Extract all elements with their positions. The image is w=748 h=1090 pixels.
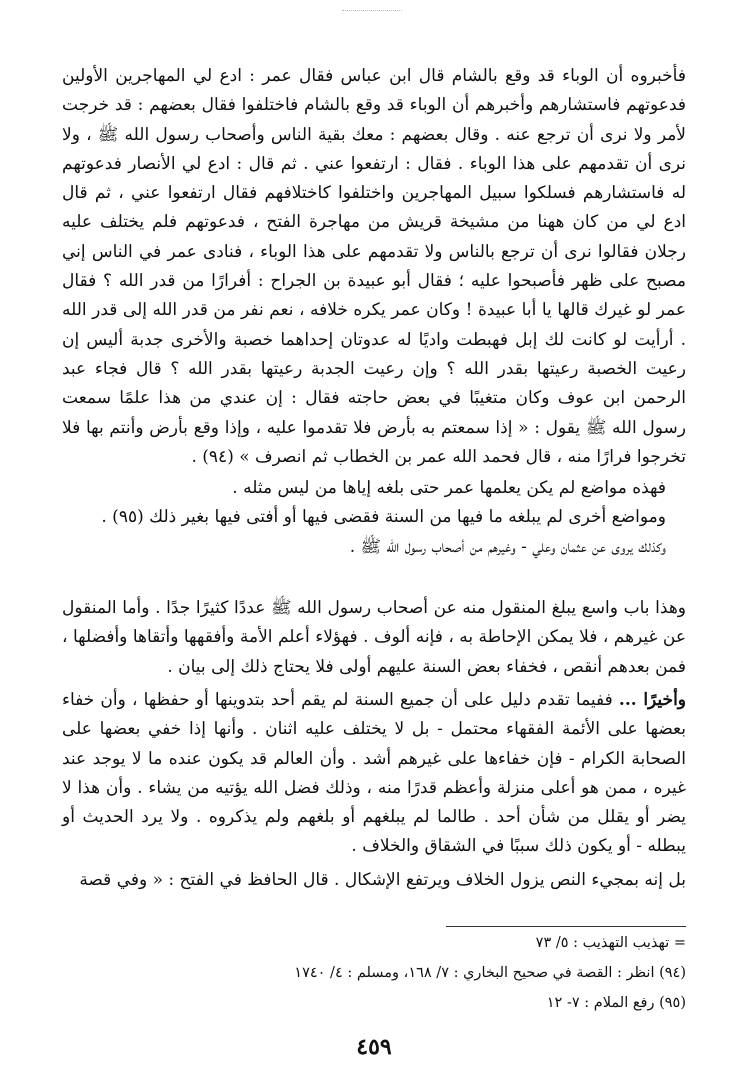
paragraph-4: وكذلك يروى عن عثمان وعلي - وغيرهم من أصحاب رسول الله ﷺ . [349, 536, 666, 557]
main-text-section-4 [62, 866, 686, 895]
scan-mark [342, 10, 402, 13]
footnote-94: (٩٤) انظر : القصة في صحيح البخاري : ٧/ ١٦٨، ومسلم : ٤/ ١٧٤٠ [294, 965, 686, 981]
paragraph-5: وهذا باب واسع يبلغ المنقول منه عن أصحاب رسول الله ﷺ عددًا كثيرًا جدًا . وأما المنقول عن غيرهم ، فلا يمكن الإحاطة به ، فإنه ألوف . فهؤلاء أعلم الأمة وأفقهها وأتقاها وأفضلها ، فمن بعدهم أنقص ، فخفاء بعض السنة عليهم أولى فلا يحتاج ذلك إلى بيان . [62, 598, 686, 677]
paragraph-6 [62, 686, 686, 862]
paragraph-6-lead: وأخيرًا ... [618, 690, 687, 710]
paragraph-1: فأخبروه أن الوباء قد وقع بالشام قال ابن عباس فقال عمر : ادع لي المهاجرين الأولين فدعوتهم فاستشارهم وأخبرهم أن الوباء قد وقع بالشام فاختلفوا فقال بعضهم : قد خرجت لأمر ولا نرى أن ترجع عنه . وقال بعضهم : معك بقية الناس وأصحاب رسول الله ﷺ ، ولا نرى أن تقدمهم على هذا الوباء . فقال : ارتفعوا عني . ثم قال : ادع لي الأنصار فدعوتهم له فاستشارهم فسلكوا سبيل المهاجرين واختلفوا كاختلافهم فقال ارتفعوا عني ، ثم قال ادع لي من كان ههنا من مشيخة قريش من مهاجرة الفتح ، فدعوتهم فلم يختلف عليه رجلان فقالوا نرى أن ترجع بالناس ولا تقدمهم على هذا الوباء ، فنادى عمر في الناس إني مصبح على ظهر فأصبحوا عليه ؛ فقال أبو عبيدة بن الجراح : أفرارًا من قدر الله ؟ فقال عمر لو غيرك قالها يا أبا عبيدة ! وكان عمر يكره خلافه ، نعم نفر من قدر الله إلى قدر الله . أرأيت لو كانت لك إبل فهبطت واديًا له عدوتان إحداهما خصبة والأخرى جدبة أليس إن رعيت الخصبة رعيتها بقدر الله ؟ وإن رعيت الجدبة رعيتها بقدر الله ؟ قال فجاء عبد الرحمن ابن عوف وكان متغيبًا في بعض حاجته فقال : إن عندي من هذا علمًا سمعت رسول الله ﷺ يقول : « إذا سمعتم به بأرض فلا تقدموا عليه ، وإذا وقع بأرض وأنتم بها فلا تخرجوا فرارًا منه ، قال فحمد الله عمر بن الخطاب ثم انصرف » (٩٤) . [62, 66, 686, 467]
footnote-continuation: = تهذيب التهذيب : ٥/ ٧٣ [535, 935, 686, 951]
footnote-divider [446, 926, 686, 927]
footnotes [62, 928, 686, 1018]
main-text-section-3 [62, 686, 686, 862]
page-number: ٤٥٩ [356, 1034, 392, 1060]
paragraph-6-body: ففيما تقدم دليل على أن جميع السنة لم يقم أحد بتدوينها أو حفظها ، وأن خفاء بعضها على الأئمة الفقهاء محتمل - بل لا يختلف عليه اثنان . وأنها إذا خفي بعضها على الصحابة الكرام - فإن خفاءها على غيرهم أشد . وأن العالم قد يكون عنده ما لا يوجد عند غيره ، ممن هو أعلى منزلة وأعظم قدرًا منه ، وذلك فضل الله يؤتيه من يشاء . وأن هذا لا يضر أو يقلل من شأن أحد . طالما لم يبلغهم أو بلغهم ولم يذكروه . ولا يرد الحديث أو يبطله - أو يكون ذلك سببًا في الشقاق والخلاف . [62, 690, 686, 857]
paragraph-2: فهذه مواضع لم يكن يعلمها عمر حتى بلغه إياها من ليس مثله . [232, 478, 666, 498]
main-text-section-2 [62, 594, 686, 682]
main-text-continued [62, 474, 686, 562]
main-text [62, 62, 686, 472]
footnote-95: (٩٥) رفع الملام : ٧- ١٢ [546, 995, 686, 1011]
paragraph-7: بل إنه بمجيء النص يزول الخلاف ويرتفع الإشكال . قال الحافظ في الفتح : « وفي قصة [79, 870, 686, 890]
paragraph-3: ومواضع أخرى لم يبلغه ما فيها من السنة فقضى فيها أو أفتى فيها بغير ذلك (٩٥) . [101, 507, 666, 528]
